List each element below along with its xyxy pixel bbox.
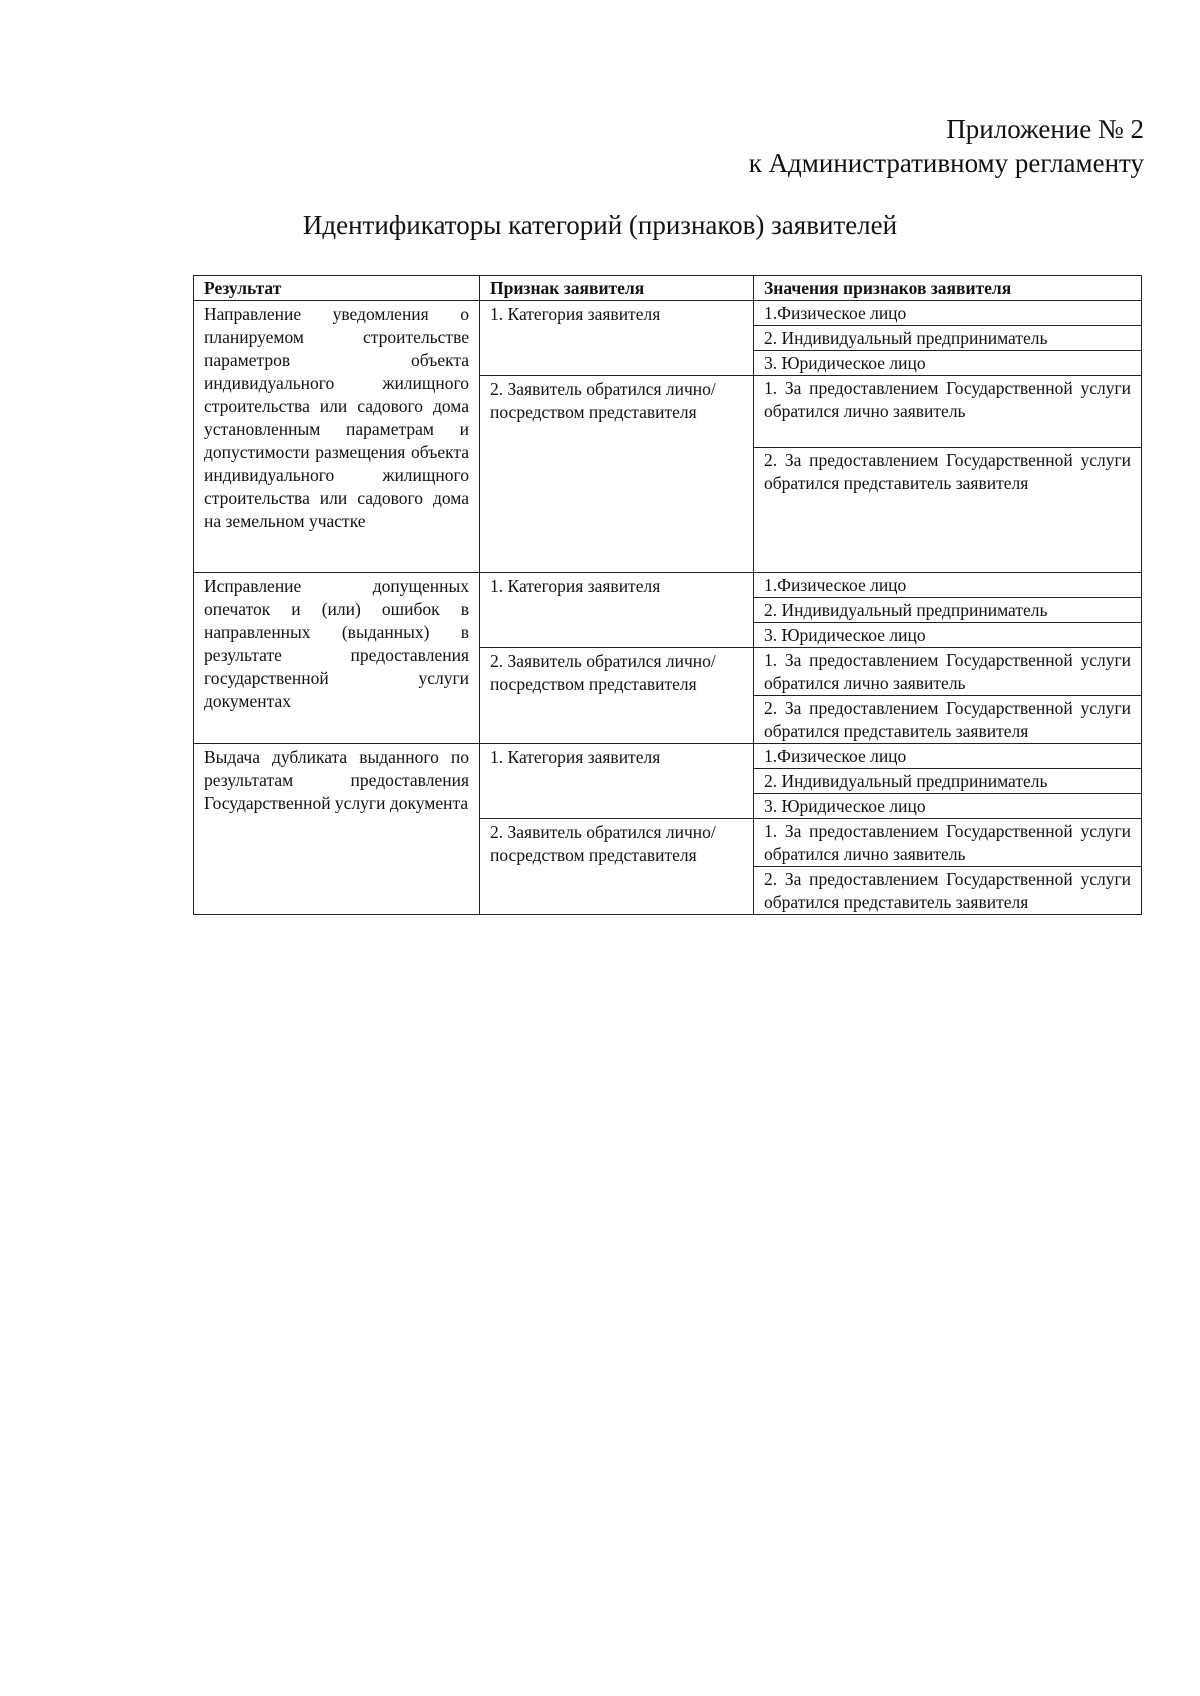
value-cell: 2. За предоставлением Государственной услуги обратился представитель заявителя [754, 448, 1142, 573]
table-row [194, 301, 1142, 326]
table-header-row [194, 276, 1142, 301]
value-cell: 2. За предоставлением Государственной услуги обратился представитель заявителя [754, 867, 1142, 915]
sign-cell: 2. Заявитель обратился лично/посредством представителя [480, 819, 754, 915]
value-cell: 3. Юридическое лицо [754, 351, 1142, 376]
value-cell: 2. Индивидуальный предприниматель [754, 598, 1142, 623]
value-cell: 1. За предоставлением Государственной услуги обратился лично заявитель [754, 376, 1142, 448]
value-cell: 1.Физическое лицо [754, 744, 1142, 769]
sign-cell: 2. Заявитель обратился лично/посредством представителя [480, 376, 754, 573]
sign-cell: 1. Категория заявителя [480, 301, 754, 376]
value-cell: 2. За предоставлением Государственной услуги обратился представитель заявителя [754, 696, 1142, 744]
appendix-reference: к Административному регламенту [748, 148, 1144, 178]
appendix-number: Приложение № 2 [946, 114, 1144, 144]
column-header-sign: Признак заявителя [480, 276, 754, 301]
value-cell: 2. Индивидуальный предприниматель [754, 769, 1142, 794]
value-cell: 3. Юридическое лицо [754, 794, 1142, 819]
column-header-result: Результат [194, 276, 480, 301]
document-title: Идентификаторы категорий (признаков) заявителей [302, 210, 898, 240]
result-cell-2: Исправление допущенных опечаток и (или) ошибок в направленных (выданных) в результате предоставления государственной услуги документах [194, 573, 480, 744]
column-header-values: Значения признаков заявителя [754, 276, 1142, 301]
value-cell: 1. За предоставлением Государственной услуги обратился лично заявитель [754, 648, 1142, 696]
result-cell-1: Направление уведомления о планируемом строительстве параметров объекта индивидуального жилищного строительства или садового дома установленным параметрам и допустимости размещения объекта индивидуального жилищного строительства или садового дома на земельном участке [194, 301, 480, 573]
applicant-categories-table [193, 275, 1142, 915]
value-cell: 1.Физическое лицо [754, 301, 1142, 326]
table-row [194, 573, 1142, 598]
value-cell: 2. Индивидуальный предприниматель [754, 326, 1142, 351]
sign-cell: 1. Категория заявителя [480, 744, 754, 819]
value-cell: 1.Физическое лицо [754, 573, 1142, 598]
table-row [194, 744, 1142, 769]
sign-cell: 2. Заявитель обратился лично/посредством представителя [480, 648, 754, 744]
appendix-header [749, 112, 1144, 180]
value-cell: 3. Юридическое лицо [754, 623, 1142, 648]
result-cell-3: Выдача дубликата выданного по результатам предоставления Государственной услуги документа [194, 744, 480, 915]
value-cell: 1. За предоставлением Государственной услуги обратился лично заявитель [754, 819, 1142, 867]
sign-cell: 1. Категория заявителя [480, 573, 754, 648]
